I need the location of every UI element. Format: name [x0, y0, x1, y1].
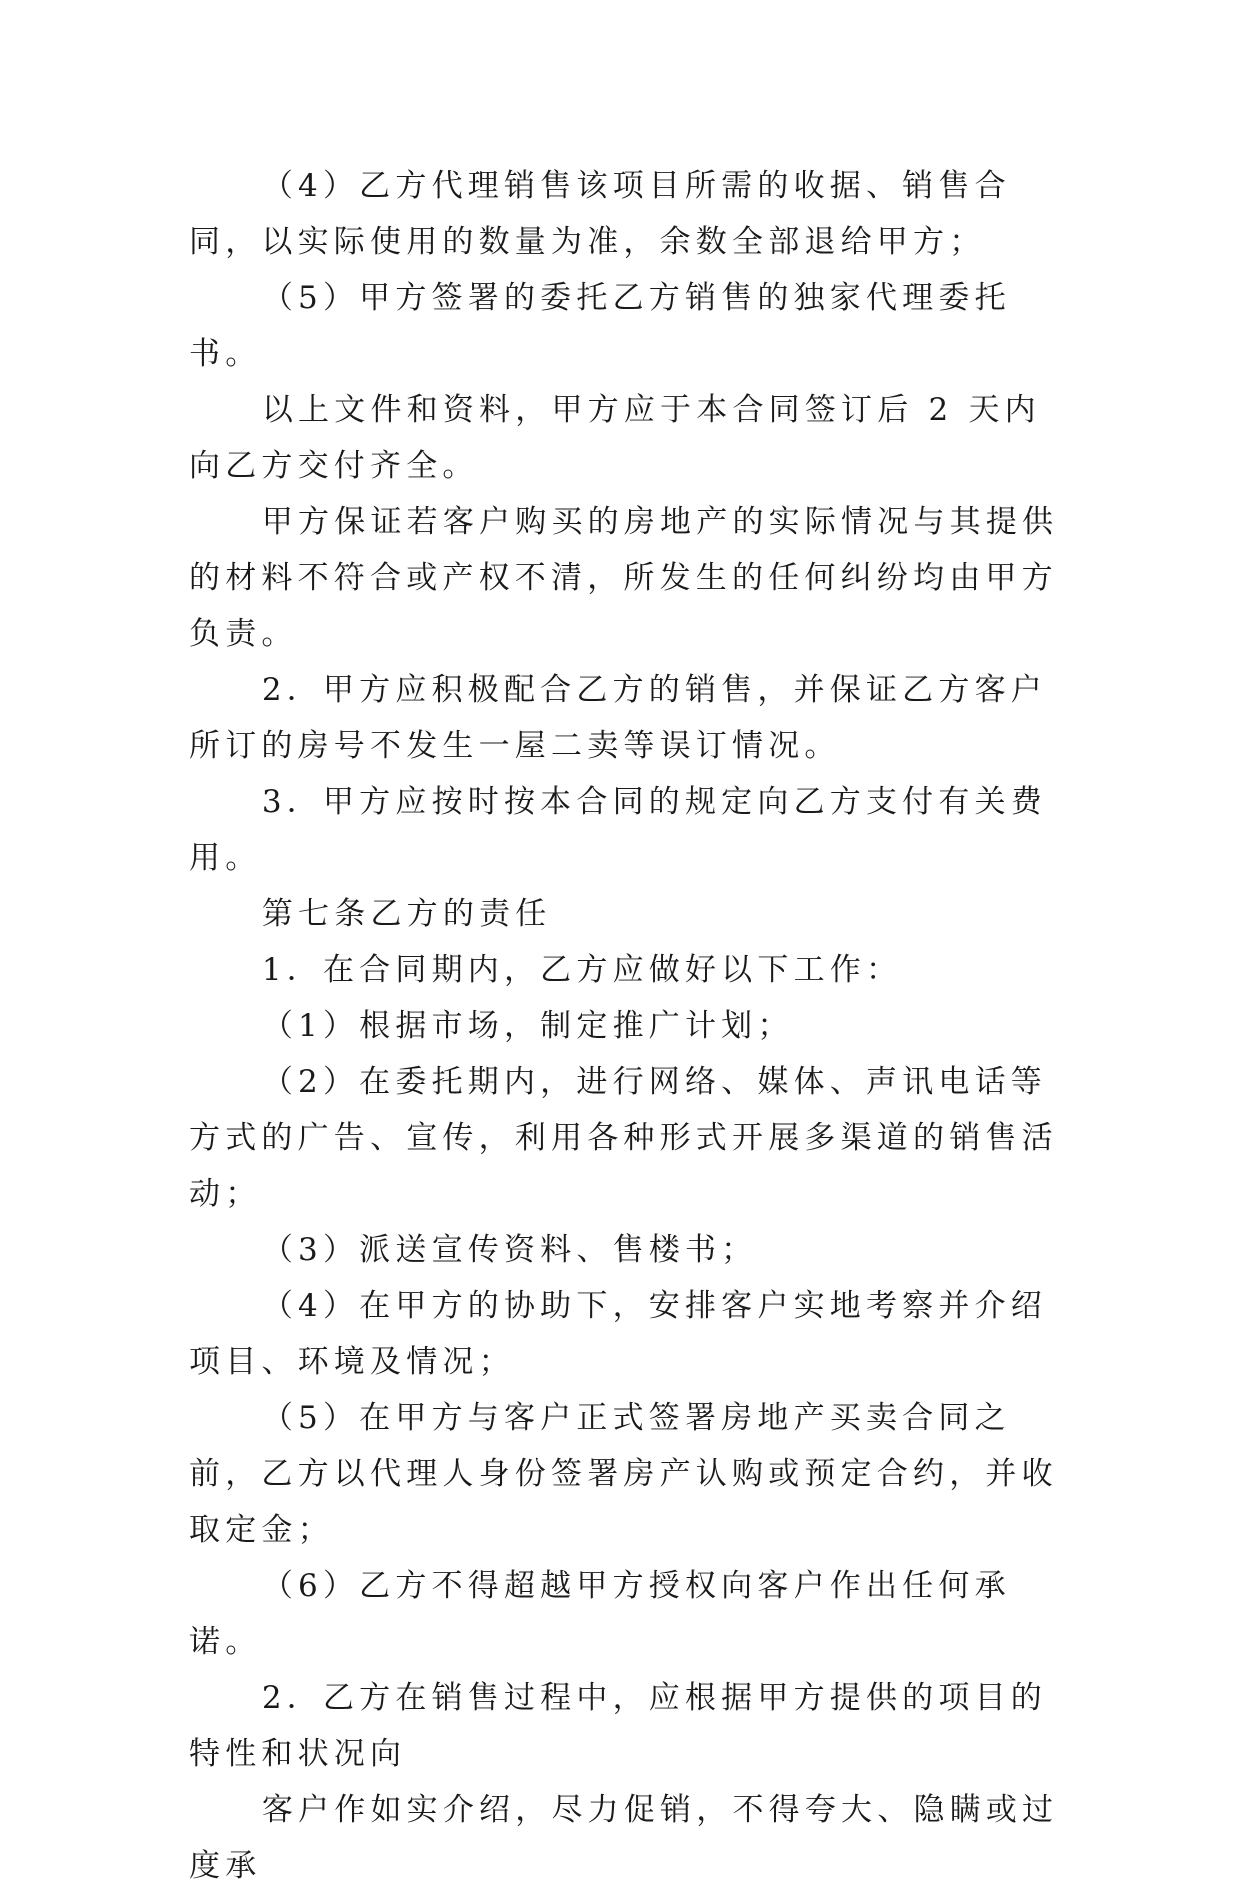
paragraph-item-4-receipts: （4）乙方代理销售该项目所需的收据、销售合同，以实际使用的数量为准，余数全部退给甲方； [189, 168, 1011, 260]
paragraph-duty-6: （6）乙方不得超越甲方授权向客户作出任何承诺。 [189, 1568, 1011, 1660]
paragraph-delivery-deadline: 以上文件和资料，甲方应于本合同签订后 2 天内向乙方交付齐全。 [189, 392, 1041, 484]
paragraph-party-a-guarantee: 甲方保证若客户购买的房地产的实际情况与其提供的材料不符合或产权不清，所发生的任何纠纷均由甲方负责。 [189, 504, 1059, 652]
paragraph-clause-2-cooperation: 2．甲方应积极配合乙方的销售，并保证乙方客户所订的房号不发生一屋二卖等误订情况。 [189, 672, 1047, 764]
paragraph-duty-2: （2）在委托期内，进行网络、媒体、声讯电话等方式的广告、宣传，利用各种形式开展多渠道的销售活动； [189, 1064, 1058, 1212]
paragraph-item-5-authorization: （5）甲方签署的委托乙方销售的独家代理委托书。 [189, 280, 1011, 372]
paragraph-clause-2-sales: 2．乙方在销售过程中，应根据甲方提供的项目的特性和状况向 [189, 1680, 1047, 1772]
contract-body [189, 158, 1069, 1894]
section-heading-article-7: 第七条乙方的责任 [261, 896, 552, 932]
paragraph-clause-3-payment: 3．甲方应按时按本合同的规定向乙方支付有关费用。 [189, 784, 1047, 876]
paragraph-duty-4: （4）在甲方的协助下，安排客户实地考察并介绍项目、环境及情况； [189, 1288, 1047, 1380]
paragraph-duty-5: （5）在甲方与客户正式签署房地产买卖合同之前，乙方以代理人身份签署房产认购或预定合约，并收取定金； [189, 1400, 1058, 1548]
paragraph-duty-1: （1）根据市场，制定推广计划； [261, 1008, 794, 1044]
paragraph-duty-3: （3）派送宣传资料、售楼书； [261, 1232, 758, 1268]
paragraph-continuation: 客户作如实介绍，尽力促销，不得夸大、隐瞒或过度承 [189, 1792, 1059, 1884]
paragraph-clause-1-duties: 1．在合同期内，乙方应做好以下工作： [261, 952, 903, 988]
